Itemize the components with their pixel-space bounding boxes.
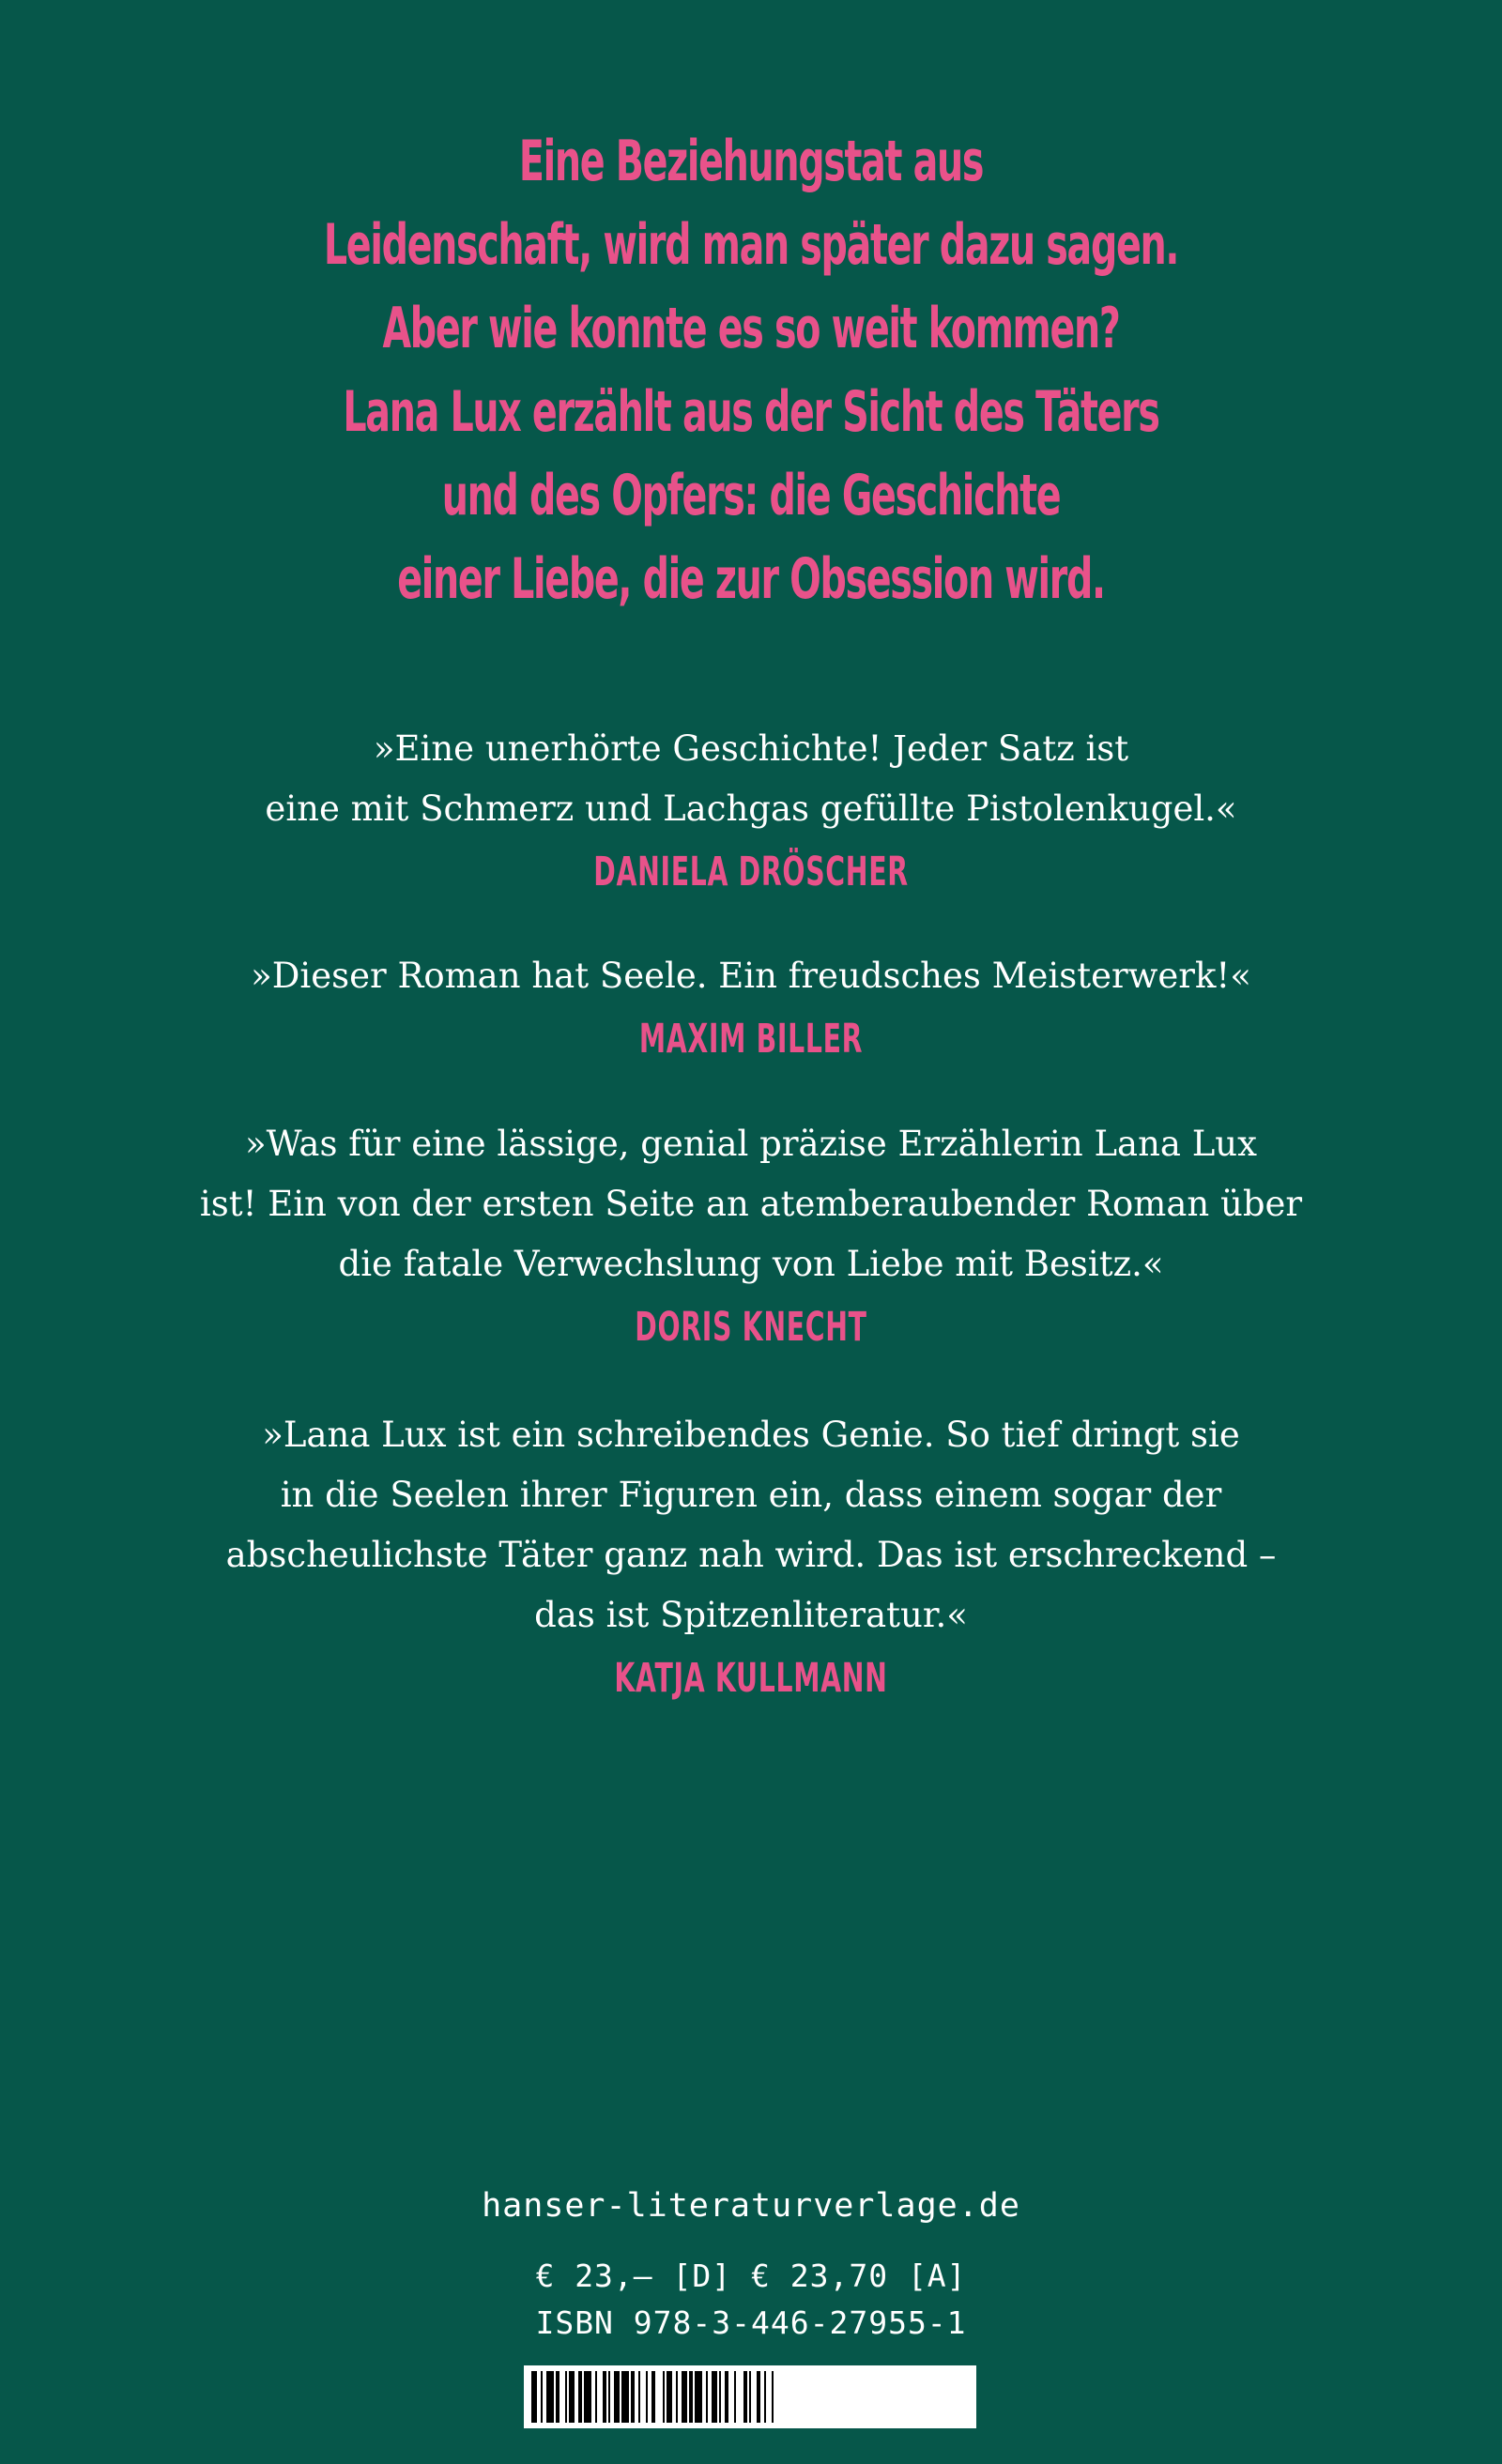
quote-line: ist! Ein von der ersten Seite an atemberaubender Roman über — [199, 1184, 1303, 1224]
quote-line: »Was für eine lässige, genial präzise Erzählerin Lana Lux — [244, 1124, 1258, 1164]
barcode-bar — [546, 2371, 554, 2423]
review-quote-kullmann — [0, 1405, 1502, 1711]
blurb-line: Leidenschaft, wird man später dazu sagen. — [323, 212, 1179, 278]
review-quote-biller — [0, 946, 1502, 1072]
quote-author: MAXIM BILLER — [638, 1016, 864, 1063]
barcode-bar — [774, 2371, 777, 2423]
quote-line: die fatale Verwechslung von Liebe mit Besitz.« — [338, 1244, 1164, 1284]
blurb-line: Eine Beziehungstat aus — [518, 129, 984, 194]
blurb — [0, 120, 1502, 621]
publisher-website: hanser-literaturverlage.de — [482, 2187, 1020, 2225]
quote-line: eine mit Schmerz und Lachgas gefüllte Pistolenkugel.« — [265, 788, 1237, 829]
blurb-line: und des Opfers: die Geschichte — [441, 463, 1061, 528]
quote-line: das ist Spitzenliteratur.« — [534, 1595, 968, 1635]
barcode-bar — [736, 2371, 743, 2423]
barcode-bar — [655, 2371, 663, 2423]
isbn-label: ISBN 978-3-446-27955-1 — [535, 2304, 967, 2341]
blurb-line: einer Liebe, die zur Obsession wird. — [397, 546, 1105, 612]
quote-author: DANIELA DRÖSCHER — [593, 849, 909, 895]
barcode-bar — [584, 2371, 591, 2423]
quote-line: »Eine unerhörte Geschichte! Jeder Satz ist — [373, 728, 1129, 769]
review-quote-knecht — [0, 1114, 1502, 1360]
price-label: € 23,– [D] € 23,70 [A] — [535, 2257, 967, 2294]
quote-line: abscheulichste Täter ganz nah wird. Das ist erschreckend – — [225, 1535, 1277, 1575]
blurb-line: Aber wie konnte es so weit kommen? — [382, 296, 1120, 361]
quote-line: »Lana Lux ist ein schreibendes Genie. So tief dringt sie — [262, 1415, 1240, 1455]
barcode-icon — [524, 2365, 976, 2428]
quote-author: KATJA KULLMANN — [614, 1655, 888, 1702]
quote-line: in die Seelen ihrer Figuren ein, dass einem sogar der — [280, 1475, 1222, 1515]
barcode-bar — [621, 2371, 629, 2423]
blurb-line: Lana Lux erzählt aus der Sicht des Täters — [343, 379, 1159, 445]
barcode-bar — [695, 2371, 702, 2423]
quote-line: »Dieser Roman hat Seele. Ein freudsches Meisterwerk!« — [251, 956, 1251, 996]
review-quote-droescher — [0, 719, 1502, 905]
quote-author: DORIS KNECHT — [635, 1304, 867, 1351]
